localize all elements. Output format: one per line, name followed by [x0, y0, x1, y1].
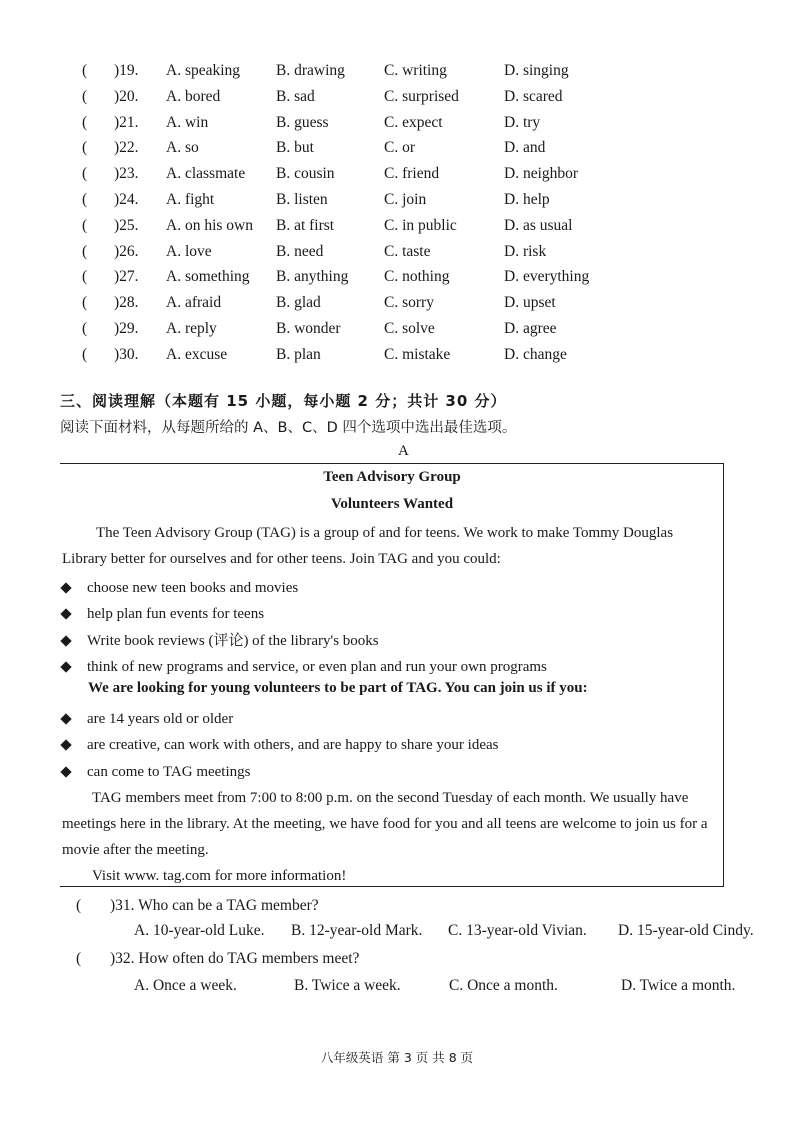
option-d: D. change	[504, 345, 567, 363]
option-d: D. upset	[504, 294, 556, 312]
diamond-bullet-icon	[60, 635, 71, 646]
option-b: B. at first	[276, 216, 335, 234]
page-footer: 八年级英语 第 3 页 共 8 页	[320, 1050, 474, 1065]
cloze-row-20	[82, 84, 642, 110]
option-a: A. win	[166, 113, 209, 131]
cloze-row-19	[82, 58, 642, 84]
cloze-row-28	[82, 290, 642, 316]
question-32-option-c: C. Once a month.	[449, 977, 558, 994]
list-item: Write book reviews (评论) of the library's books	[60, 628, 710, 654]
answer-paren[interactable]: (	[82, 139, 88, 157]
option-d: D. help	[504, 190, 550, 208]
section-title: 三、阅读理解（本题有 15 小题，每小题 2 分；共计 30 分）	[60, 392, 507, 410]
option-c: C. in public	[384, 216, 457, 234]
answer-paren[interactable]: (	[82, 294, 88, 312]
cloze-row-29	[82, 316, 642, 342]
cloze-row-21	[82, 110, 642, 136]
question-32-option-d: D. Twice a month.	[621, 977, 736, 994]
question-31-option-d: D. 15-year-old Cindy.	[618, 922, 754, 939]
option-d: D. everything	[504, 268, 590, 286]
question-32-option-b: B. Twice a week.	[294, 977, 401, 994]
option-c: C. join	[384, 190, 427, 208]
option-c: C. writing	[384, 62, 447, 79]
list-item: think of new programs and service, or even plan and run your own programs	[60, 654, 710, 680]
option-b: B. guess	[276, 113, 329, 131]
diamond-bullet-icon	[60, 661, 71, 672]
list-item: are creative, can work with others, and are happy to share your ideas	[60, 732, 710, 758]
question-number: )29.	[114, 319, 139, 337]
question-number: )27.	[114, 268, 139, 286]
list-item: help plan fun events for teens	[60, 601, 710, 627]
answer-paren[interactable]: (	[82, 319, 88, 337]
option-a: A. bored	[166, 87, 221, 105]
list-item: can come to TAG meetings	[60, 759, 710, 785]
list-item: choose new teen books and movies	[60, 575, 710, 601]
option-a: A. afraid	[166, 294, 222, 312]
question-number: )20.	[114, 87, 139, 105]
cloze-row-24	[82, 187, 642, 213]
passage-closing	[62, 785, 714, 889]
question-32-stem: )32. How often do TAG members meet?	[110, 950, 360, 967]
option-c: C. friend	[384, 165, 440, 183]
option-b: B. need	[276, 242, 324, 260]
option-a: A. classmate	[166, 165, 246, 183]
option-b: B. wonder	[276, 319, 341, 337]
option-b: B. listen	[276, 190, 328, 208]
question-32-option-a: A. Once a week.	[134, 977, 237, 994]
cloze-row-30	[82, 342, 642, 368]
option-d: D. agree	[504, 319, 557, 337]
option-b: B. drawing	[276, 62, 345, 79]
question-number: )26.	[114, 242, 139, 260]
question-number: )28.	[114, 294, 139, 312]
question-number: )22.	[114, 139, 139, 157]
option-c: C. nothing	[384, 268, 450, 286]
question-31-option-b: B. 12-year-old Mark.	[291, 922, 423, 939]
passage-intro: The Teen Advisory Group (TAG) is a group of and for teens. We work to make Tommy Douglas Library better for ourselves and for other teens. Join TAG and you could:	[62, 525, 674, 567]
requirements-heading: We are looking for young volunteers to be part of TAG. You can join us if you:	[88, 680, 588, 696]
cloze-row-23	[82, 161, 642, 187]
requirements-list	[60, 706, 710, 785]
option-a: A. excuse	[166, 345, 228, 363]
section-instruction: 阅读下面材料，从每题所给的 A、B、C、D 四个选项中选出最佳选项。	[60, 420, 517, 436]
option-b: B. glad	[276, 294, 321, 312]
passage-title: Teen Advisory Group	[323, 469, 461, 485]
passage-box	[60, 463, 724, 887]
answer-paren[interactable]: (	[82, 242, 88, 260]
meeting-details: TAG members meet from 7:00 to 8:00 p.m. on the second Tuesday of each month. We usually have meetings here in the library. At the meeting, we have food for you and all teens are welcome to join us for a movie after the meeting.	[62, 790, 708, 858]
option-c: C. mistake	[384, 345, 451, 363]
question-31-option-c: C. 13-year-old Vivian.	[448, 922, 587, 939]
option-a: A. so	[166, 139, 199, 157]
cloze-row-22	[82, 135, 642, 161]
cloze-options-table	[82, 58, 642, 368]
diamond-bullet-icon	[60, 740, 71, 751]
option-d: D. singing	[504, 62, 569, 79]
passage-letter: A	[398, 443, 409, 459]
option-a: A. reply	[166, 319, 217, 337]
option-c: C. surprised	[384, 87, 459, 105]
option-d: D. try	[504, 113, 541, 131]
option-b: B. plan	[276, 345, 321, 363]
question-number: )21.	[114, 113, 139, 131]
diamond-bullet-icon	[60, 582, 71, 593]
answer-paren[interactable]: (	[82, 165, 88, 183]
option-a: A. on his own	[166, 216, 253, 234]
passage-subtitle: Volunteers Wanted	[330, 496, 454, 512]
option-a: A. something	[166, 268, 250, 286]
option-c: C. sorry	[384, 294, 434, 312]
option-d: D. as usual	[504, 216, 573, 234]
option-c: C. expect	[384, 113, 443, 131]
cloze-row-26	[82, 239, 642, 265]
option-d: D. neighbor	[504, 165, 579, 183]
option-b: B. cousin	[276, 165, 335, 183]
answer-paren[interactable]: (	[82, 62, 88, 79]
cloze-row-25	[82, 213, 642, 239]
answer-paren[interactable]: (	[76, 950, 82, 967]
option-b: B. sad	[276, 87, 315, 105]
option-a: A. fight	[166, 190, 215, 208]
question-number: )19.	[114, 62, 139, 79]
visit-line: Visit www. tag.com for more information!	[92, 868, 347, 884]
option-d: D. risk	[504, 242, 547, 260]
benefits-list	[60, 575, 710, 680]
cloze-row-27	[82, 264, 642, 290]
question-31-stem: )31. Who can be a TAG member?	[110, 897, 319, 914]
question-number: )30.	[114, 345, 139, 363]
question-number: )23.	[114, 165, 139, 183]
answer-paren[interactable]: (	[82, 87, 88, 105]
question-number: )24.	[114, 190, 139, 208]
answer-paren[interactable]: (	[82, 345, 88, 363]
answer-paren[interactable]: (	[82, 113, 88, 131]
option-a: A. love	[166, 242, 212, 260]
answer-paren[interactable]: (	[82, 216, 88, 234]
list-item: are 14 years old or older	[60, 706, 710, 732]
option-c: C. or	[384, 139, 415, 157]
question-number: )25.	[114, 216, 139, 234]
answer-paren[interactable]: (	[76, 897, 82, 914]
option-b: B. anything	[276, 268, 349, 286]
option-c: C. solve	[384, 319, 435, 337]
diamond-bullet-icon	[60, 766, 71, 777]
diamond-bullet-icon	[60, 609, 71, 620]
option-b: B. but	[276, 139, 314, 157]
answer-paren[interactable]: (	[82, 190, 88, 208]
answer-paren[interactable]: (	[82, 268, 88, 286]
diamond-bullet-icon	[60, 713, 71, 724]
question-31-option-a: A. 10-year-old Luke.	[134, 922, 265, 939]
option-d: D. and	[504, 139, 546, 157]
option-c: C. taste	[384, 242, 431, 260]
option-a: A. speaking	[166, 62, 241, 79]
option-d: D. scared	[504, 87, 563, 105]
